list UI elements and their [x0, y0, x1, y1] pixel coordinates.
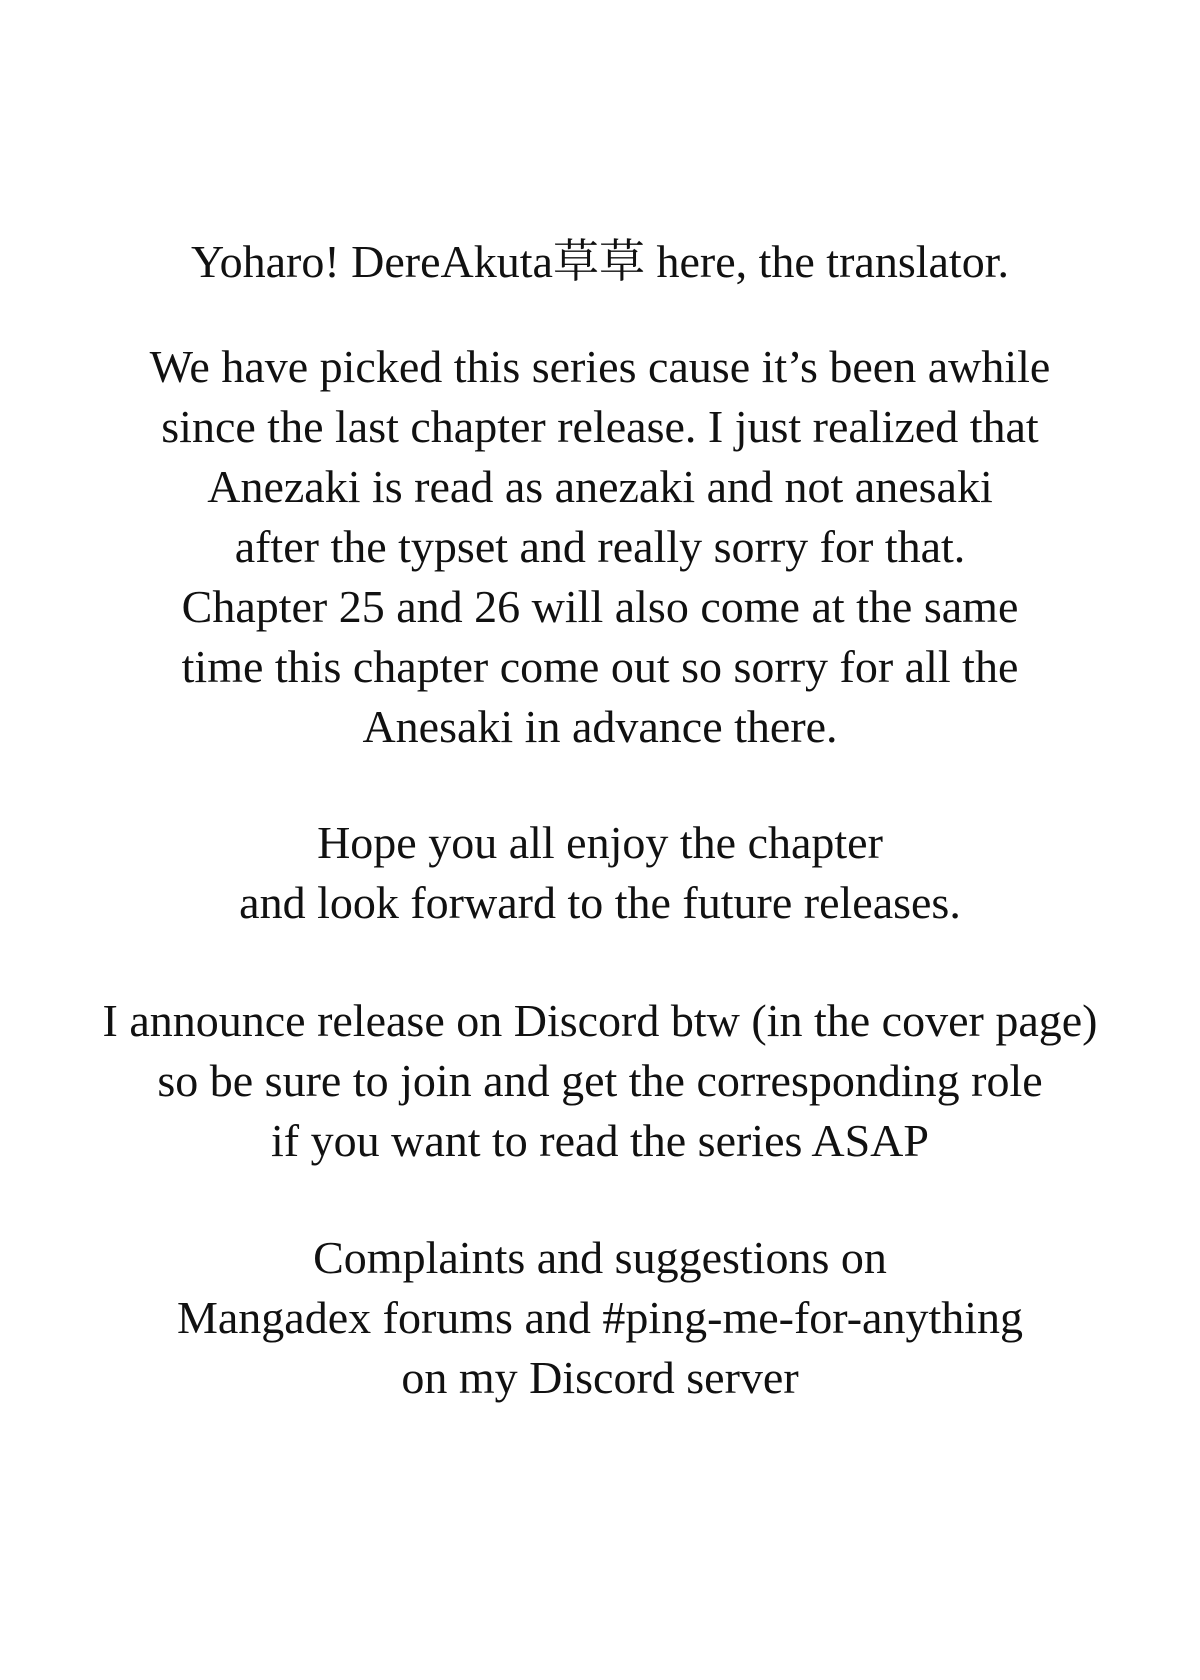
- hope-line-1: Hope you all enjoy the chapter: [317, 817, 883, 868]
- explanation-line-4: after the typset and really sorry for that.: [234, 521, 966, 572]
- feedback-line-2: Mangadex forums and #ping-me-for-anything: [176, 1292, 1023, 1343]
- explanation-line-7: Anesaki in advance there.: [362, 701, 838, 752]
- feedback-line-1: Complaints and suggestions on: [313, 1232, 887, 1283]
- announcement-line-2: so be sure to join and get the corresponding role: [157, 1055, 1043, 1106]
- announcement-line-1: I announce release on Discord btw (in the cover page): [102, 995, 1098, 1046]
- announcement-line-3: if you want to read the series ASAP: [271, 1115, 929, 1166]
- explanation-line-2: since the last chapter release. I just realized that: [161, 401, 1039, 452]
- hope-line-2: and look forward to the future releases.: [239, 877, 961, 928]
- explanation-line-3: Anezaki is read as anezaki and not anesaki: [207, 461, 993, 512]
- explanation-line-1: We have picked this series cause it’s been awhile: [149, 341, 1051, 392]
- explanation-line-6: time this chapter come out so sorry for all the: [181, 641, 1019, 692]
- greeting-line: Yoharo! DereAkuta草草 here, the translator.: [191, 236, 1009, 287]
- explanation-line-5: Chapter 25 and 26 will also come at the same: [181, 581, 1019, 632]
- feedback-line-3: on my Discord server: [401, 1352, 799, 1403]
